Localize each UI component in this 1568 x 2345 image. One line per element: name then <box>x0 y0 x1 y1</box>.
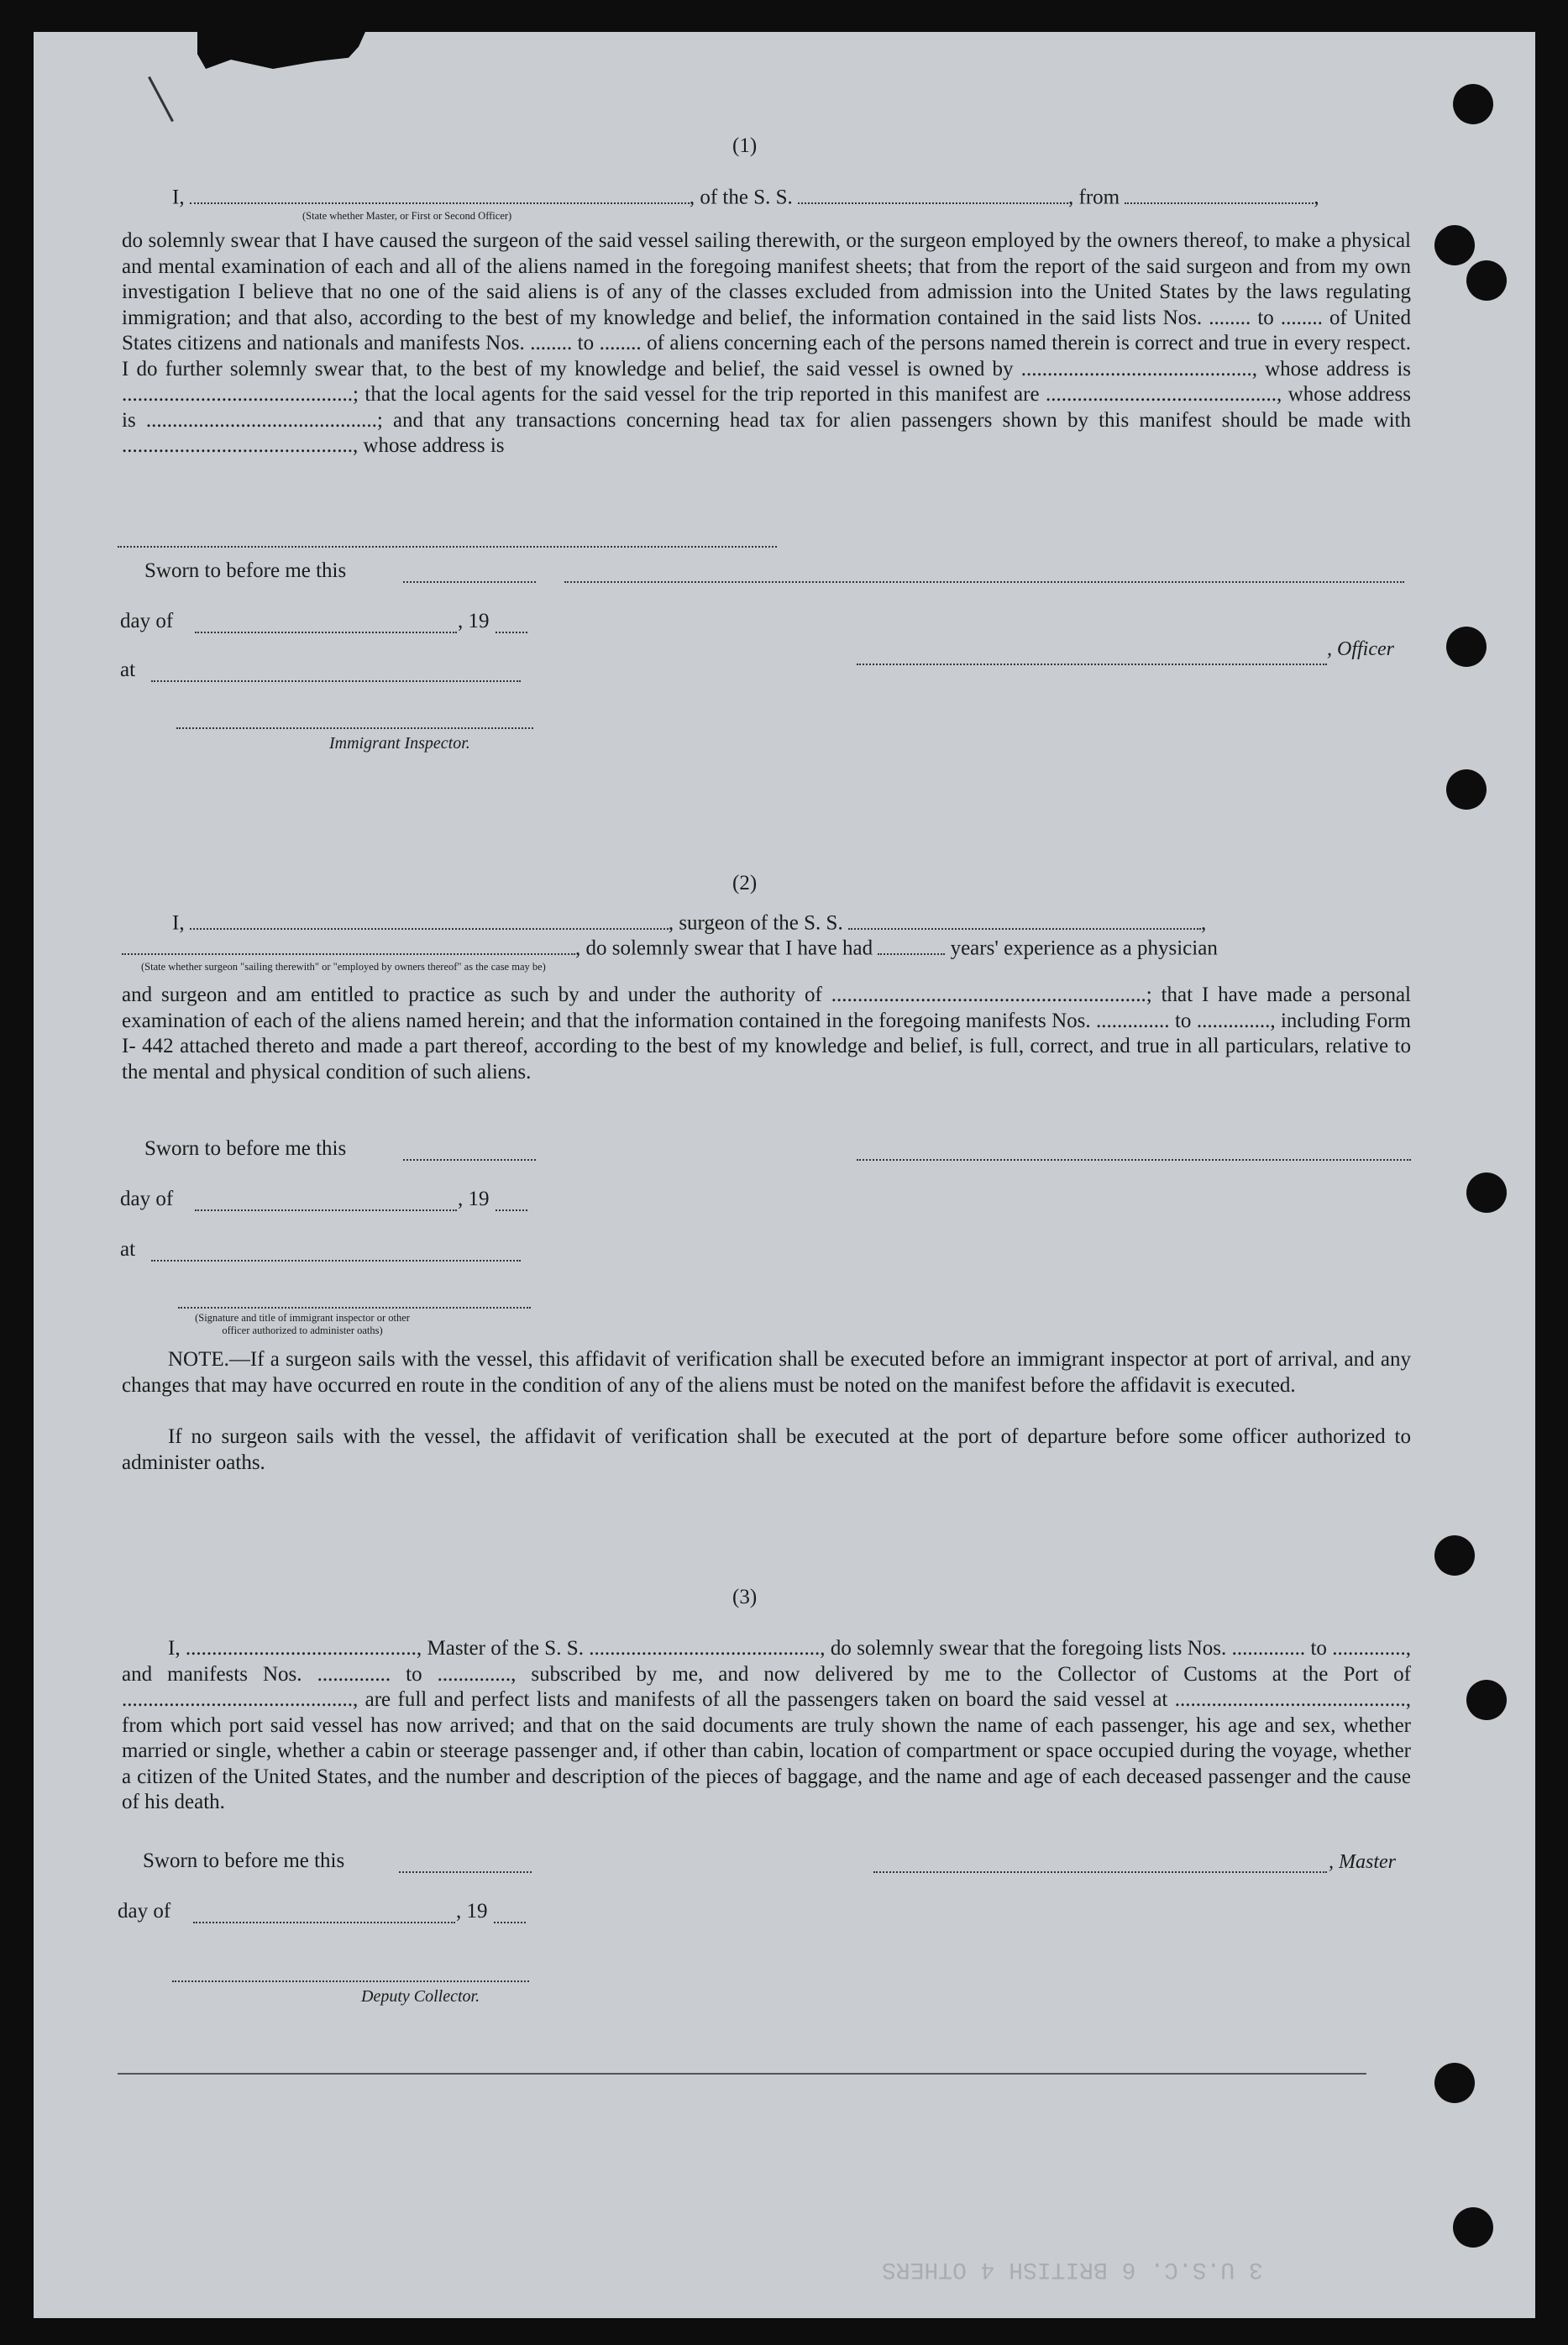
officer-rank-note: (State whether Master, or First or Second Officer) <box>302 210 512 222</box>
year-field-1[interactable] <box>496 632 527 633</box>
surgeon-experience-line <box>122 934 1411 961</box>
punch-hole-icon <box>1453 2207 1493 2248</box>
year-label-2: , 19 <box>458 1188 490 1210</box>
sworn-label-3: Sworn to before me this <box>143 1849 345 1872</box>
section-1-header-line: I, , of the S. S. , from , <box>172 183 1415 210</box>
section-3-oath: I, ............................................, Master of the S. S. ............................................, do solemnly swear that the foregoing lists Nos. .............. to .............., and manifests Nos. .............. to .............., subscribed by me, and now delivered by me to the Collector of Customs at the Port of ............................................, are full and perfect lists and manifests of all the passengers taken on board the said vessel at ............................................, from which port said vessel has now arrived; and that on the said documents are truly shown the name of each passenger, his age and sex, whether married or single, whether a cabin or steerage passenger and, if other than cabin, location of compartment or space occupied during the voyage, whether a citizen of the United States, and the number and description of the pieces of baggage, and the name and age of each deceased passenger and the cause of his death. <box>122 1637 1411 1813</box>
note-paragraph: NOTE.—If a surgeon sails with the vessel, this affidavit of verification shall be executed before an immigrant inspector at port of arrival, and any changes that may have occurred en route in the condition of any of the aliens must be noted on the manifest before the affidavit is executed. <box>122 1348 1411 1397</box>
day-of-field-3[interactable] <box>193 1922 455 1923</box>
day-of-label-3: day of <box>118 1900 171 1923</box>
departure-port-field[interactable] <box>1125 183 1314 204</box>
section-1-number: (1) <box>732 134 758 157</box>
inspector-label: Immigrant Inspector. <box>329 734 470 753</box>
vessel-name-field[interactable] <box>798 183 1068 204</box>
section-1-oath: do solemnly swear that I have caused the surgeon of the said vessel sailing therewith, or the surgeon employed by the owners thereof, to make a physical and mental examination of each and all of the aliens named in the foregoing manifest sheets; that from the report of the said surgeon and from my own investigation I believe that no one of the said aliens is of any of the classes excluded from admission into the United States by the laws regulating immigration; and that also, according to the best of my knowledge and belief, the information contained in the said lists Nos. ........ to ........ of United States citizens and nationals and manifests Nos. ........ to ........ of aliens concerning each of the persons named therein is correct and true in every respect. I do further solemnly swear that, to the best of my knowledge and belief, the said vessel is owned by ............................................, whose address is ............................................; that the local agents for the said vessel for the trip reported in this manifest are ............................................, whose address is ............................................; and that any transactions concerning head tax for alien passengers shown by this manifest should be made with ............................................, whose address is <box>122 229 1411 457</box>
punch-hole-icon <box>1466 260 1507 301</box>
sworn-label-2: Sworn to before me this <box>144 1137 347 1160</box>
surgeon-vessel-field[interactable] <box>848 909 1201 930</box>
address-continuation-line[interactable] <box>118 546 777 548</box>
section-2-number: (2) <box>732 872 758 894</box>
inspector-signature-field[interactable] <box>176 727 533 729</box>
bottom-rule <box>118 2073 1366 2075</box>
surgeon-status-note: (State whether surgeon "sailing therewith" or "employed by owners thereof" as the case may be) <box>141 961 546 973</box>
at-field-2[interactable] <box>151 1260 521 1262</box>
no-surgeon-paragraph: If no surgeon sails with the vessel, the affidavit of verification shall be executed at the port of departure before some officer authorized to administer oaths. <box>122 1425 1411 1474</box>
surgeon-of-label: , surgeon of the S. S. <box>668 911 843 935</box>
form-page <box>34 32 1535 2318</box>
of-ss-label: , of the S. S. <box>689 186 793 209</box>
from-label: , from <box>1068 186 1120 209</box>
collector-label: Deputy Collector. <box>361 1987 480 2006</box>
day-of-label-1: day of <box>120 610 174 632</box>
master-label: , Master <box>1329 1851 1396 1873</box>
sworn-date-field-2[interactable] <box>403 1159 536 1161</box>
collector-signature-field[interactable] <box>172 1980 529 1982</box>
year-field-2[interactable] <box>496 1209 527 1211</box>
at-field-1[interactable] <box>151 680 521 682</box>
swear-experience-label: , do solemnly swear that I have had <box>575 936 873 960</box>
section-2-oath: and surgeon and am entitled to practice as such by and under the authority of ............................................................; that I have made a personal examination of each of the aliens named herein; and that the information contained in the foregoing manifests Nos. .............. to .............., including Form I- 442 attached thereto and made a part thereof, according to the best of my knowledge and belief, is full, correct, and true in all particulars, relative to the mental and physical condition of such aliens. <box>122 984 1411 1083</box>
section-2-header-line: I, , surgeon of the S. S. , <box>172 909 1415 936</box>
surgeon-signature-field[interactable] <box>857 1159 1411 1161</box>
pen-mark <box>148 76 174 122</box>
surgeon-name-field[interactable] <box>190 909 669 930</box>
section-3-number: (3) <box>732 1586 758 1608</box>
years-experience-field[interactable] <box>878 934 945 955</box>
officer-label: , Officer <box>1327 638 1394 660</box>
years-label: years' experience as a physician <box>950 936 1218 960</box>
year-field-3[interactable] <box>494 1922 526 1923</box>
sworn-date-field-3[interactable] <box>399 1871 532 1873</box>
section-1-i: I, <box>172 186 185 209</box>
punch-hole-icon <box>1434 2063 1475 2103</box>
punch-hole-icon <box>1466 1680 1507 1720</box>
sworn-date-field-1[interactable] <box>403 581 536 583</box>
at-label-1: at <box>120 658 136 681</box>
officer-name-field[interactable] <box>190 183 690 204</box>
punch-hole-icon <box>1434 1535 1475 1576</box>
at-label-2: at <box>120 1238 136 1261</box>
punch-hole-icon <box>1434 225 1475 265</box>
officer-title-field[interactable] <box>857 664 1327 665</box>
bleed-through-stamp: 3 U.S.C. 6 BRITISH 4 OTHERS <box>882 2256 1263 2282</box>
surgeon-status-field[interactable] <box>122 934 575 955</box>
torn-corner <box>197 32 365 69</box>
officer-signature-field[interactable] <box>564 581 1404 583</box>
section-2-i: I, <box>172 911 185 935</box>
punch-hole-icon <box>1453 84 1493 124</box>
day-of-field-1[interactable] <box>195 632 457 633</box>
sworn-label-1: Sworn to before me this <box>144 559 347 582</box>
punch-hole-icon <box>1446 627 1487 667</box>
day-of-label-2: day of <box>120 1188 174 1210</box>
master-signature-field[interactable] <box>873 1871 1327 1873</box>
year-label-1: , 19 <box>458 610 490 632</box>
inspector-signature-field-2[interactable] <box>178 1307 531 1309</box>
signature-title-note: (Signature and title of immigrant inspector or other officer authorized to administer oaths) <box>195 1312 410 1336</box>
year-label-3: , 19 <box>456 1900 488 1923</box>
punch-hole-icon <box>1446 769 1487 810</box>
day-of-field-2[interactable] <box>195 1209 457 1211</box>
punch-hole-icon <box>1466 1172 1507 1213</box>
